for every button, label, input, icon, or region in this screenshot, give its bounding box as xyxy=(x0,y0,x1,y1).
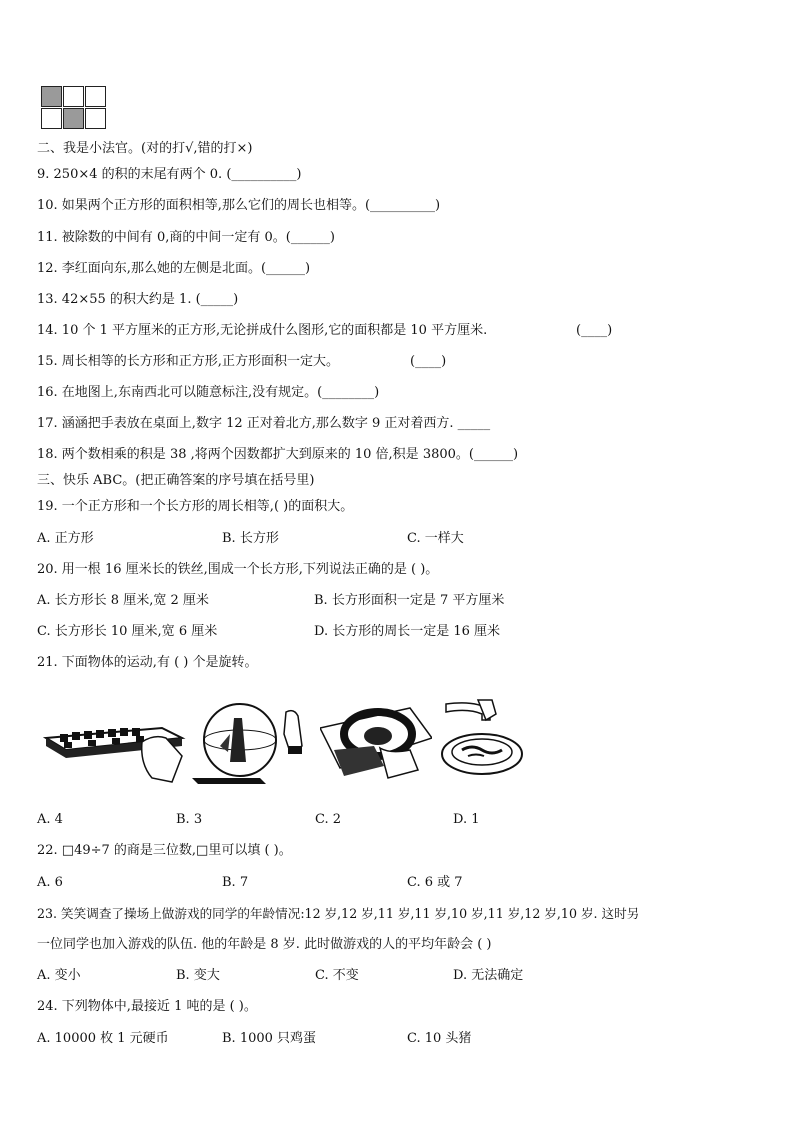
question-20-option-d[interactable]: D. 长方形的周长一定是 16 厘米 xyxy=(314,624,501,639)
question-22-option-a[interactable]: A. 6 xyxy=(37,875,63,890)
question-21-option-a[interactable]: A. 4 xyxy=(37,812,63,827)
question-15: 15. 周长相等的长方形和正方形,正方形面积一定大。 xyxy=(37,354,339,369)
question-18: 18. 两个数相乘的积是 38 ,将两个因数都扩大到原来的 10 倍,积是 3800。(______) xyxy=(37,447,519,462)
question-24-option-c[interactable]: C. 10 头猪 xyxy=(407,1031,472,1046)
section-3-heading: 三、快乐 ABC。(把正确答案的序号填在括号里) xyxy=(37,473,315,488)
steering-wheel-illustration xyxy=(320,698,432,784)
question-14: 14. 10 个 1 平方厘米的正方形,无论拼成什么图形,它的面积都是 10 平方厘米. xyxy=(37,323,488,338)
question-12: 12. 李红面向东,那么她的左侧是北面。(______) xyxy=(37,261,311,276)
question-23-option-b[interactable]: B. 变大 xyxy=(176,968,220,983)
grid-cell-shaded xyxy=(41,86,62,107)
grid-cell xyxy=(41,108,62,129)
question-20-option-a[interactable]: A. 长方形长 8 厘米,宽 2 厘米 xyxy=(37,593,209,608)
question-16: 16. 在地图上,东南西北可以随意标注,没有规定。(________) xyxy=(37,385,380,400)
question-20: 20. 用一根 16 厘米长的铁丝,围成一个长方形,下列说法正确的是 ( )。 xyxy=(37,562,439,577)
question-21: 21. 下面物体的运动,有 ( ) 个是旋转。 xyxy=(37,655,258,670)
question-20-option-c[interactable]: C. 长方形长 10 厘米,宽 6 厘米 xyxy=(37,624,218,639)
question-24-option-a[interactable]: A. 10000 枚 1 元硬币 xyxy=(37,1031,169,1046)
grid-cell xyxy=(85,86,106,107)
abacus-illustration xyxy=(42,698,188,784)
question-22-option-b[interactable]: B. 7 xyxy=(222,875,249,890)
question-23-option-c[interactable]: C. 不变 xyxy=(315,968,359,983)
question-13: 13. 42×55 的积大约是 1. (_____) xyxy=(37,292,239,307)
question-19-option-c[interactable]: C. 一样大 xyxy=(407,531,464,546)
question-10: 10. 如果两个正方形的面积相等,那么它们的周长也相等。(__________) xyxy=(37,198,441,213)
question-19: 19. 一个正方形和一个长方形的周长相等,( )的面积大。 xyxy=(37,499,354,514)
question-23-line-2: 一位同学也加入游戏的队伍. 他的年龄是 8 岁. 此时做游戏的人的平均年龄会 ( ) xyxy=(37,937,492,952)
question-21-option-b[interactable]: B. 3 xyxy=(176,812,203,827)
question-14-blank[interactable]: (____) xyxy=(576,323,613,338)
section-2-heading: 二、我是小法官。(对的打√,错的打×) xyxy=(37,141,253,156)
question-9: 9. 250×4 的积的末尾有两个 0. (__________) xyxy=(37,167,302,182)
question-19-option-b[interactable]: B. 长方形 xyxy=(222,531,279,546)
question-22: 22. □49÷7 的商是三位数,□里可以填 ( )。 xyxy=(37,843,292,858)
question-11: 11. 被除数的中间有 0,商的中间一定有 0。(______) xyxy=(37,230,335,245)
question-23-option-d[interactable]: D. 无法确定 xyxy=(453,968,524,983)
question-24-option-b[interactable]: B. 1000 只鸡蛋 xyxy=(222,1031,317,1046)
question-22-option-c[interactable]: C. 6 或 7 xyxy=(407,875,463,890)
grid-cell xyxy=(63,86,84,107)
grid-figure xyxy=(41,86,107,130)
question-21-option-c[interactable]: C. 2 xyxy=(315,812,342,827)
question-17: 17. 涵涵把手表放在桌面上,数字 12 正对着北方,那么数字 9 正对着西方. _____ xyxy=(37,416,491,431)
grid-cell xyxy=(85,108,106,129)
question-19-option-a[interactable]: A. 正方形 xyxy=(37,531,94,546)
question-20-option-b[interactable]: B. 长方形面积一定是 7 平方厘米 xyxy=(314,593,505,608)
question-23-option-a[interactable]: A. 变小 xyxy=(37,968,81,983)
globe-illustration xyxy=(190,698,310,784)
question-15-blank[interactable]: (____) xyxy=(410,354,447,369)
grid-cell-shaded xyxy=(63,108,84,129)
question-21-option-d[interactable]: D. 1 xyxy=(453,812,480,827)
question-24: 24. 下列物体中,最接近 1 吨的是 ( )。 xyxy=(37,999,257,1014)
question-23-line-1: 23. 笑笑调查了操场上做游戏的同学的年龄情况:12 岁,12 岁,11 岁,11 岁,10 岁,11 岁,12 岁,10 岁. 这时另 xyxy=(37,906,640,921)
faucet-illustration xyxy=(438,698,528,784)
